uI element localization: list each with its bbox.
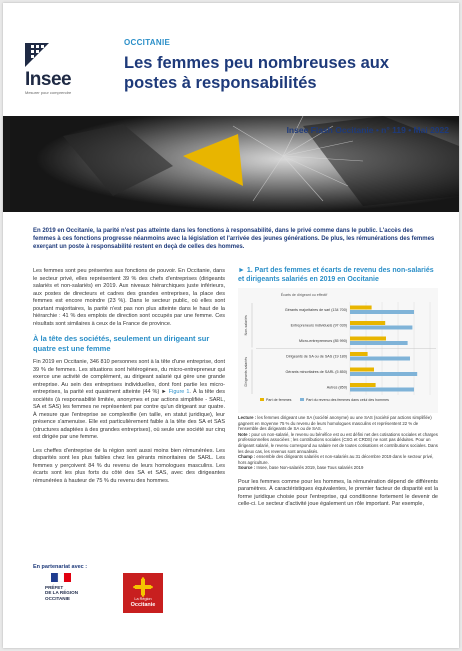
category-label: Dirigeants de SA ou de SAS (19 180)	[286, 354, 347, 359]
figure-chart	[238, 288, 438, 413]
publication-reference: Insee Flash Occitanie • n° 119 • Mai 2022	[286, 125, 449, 135]
legend-label: Part du revenu des femmes dans celui des hommes	[306, 398, 389, 402]
note-label: Source :	[238, 465, 256, 471]
note-text: ensemble des dirigeants salariés et non-salariés au 31 décembre 2019 dans le secteur privé, hors agriculture.	[238, 454, 434, 465]
chart-background	[238, 288, 438, 413]
axis-title: Écarts de dirigeant ou effectif	[280, 293, 328, 297]
category-label: Gérants minoritaires de SARL (5 850)	[285, 370, 347, 375]
note-text: Insee, base Non-salariés 2019, base Tous salariés 2019	[256, 465, 364, 471]
note-label: Note :	[238, 431, 251, 437]
legend-label: Part de femmes	[266, 398, 292, 402]
body-paragraph: Les cheffes d'entreprise de la région sont aussi moins bien rémunérées. Les disparités sont les plus faibles chez les gérants minoritaires de SARL. Les femmes y perçoivent 84 % du revenu de leurs homologues masculins. Les écarts sont les plus forts du côté des SA et SAS, avec des dirigeantes rémunérées à hauteur de 75 % du revenu des hommes.	[33, 447, 225, 484]
group-label: Non-salariés	[244, 315, 248, 336]
bar-women-share	[350, 383, 376, 387]
logo-wordmark: Insee	[25, 69, 72, 90]
bar-income-ratio	[350, 357, 410, 361]
bar-women-share	[350, 337, 386, 341]
legend-swatch	[300, 398, 304, 401]
bar-income-ratio	[350, 341, 408, 345]
category-label: Micro-entrepreneurs (85 990)	[299, 339, 347, 344]
category-label: Autres (850)	[326, 385, 347, 390]
region-logo-name: Occitanie	[130, 602, 156, 608]
bar-women-share	[350, 352, 368, 356]
document-page	[3, 3, 459, 648]
section-heading: À la tête des sociétés, seulement un dirigeant sur quatre est une femme	[33, 334, 210, 353]
body-paragraph: Pour les femmes comme pour les hommes, la rémunération dépend de différents paramètres. À caractéristiques équivalentes, le premier facteur de disparité est la forme juridique choisie pour l'entreprise, qui conditionne fortement le devenir de celle-ci. Le secteur d'activité joue également un rôle important. Par exemple,	[238, 478, 438, 508]
bar-income-ratio	[350, 326, 412, 330]
bar-women-share	[350, 368, 374, 372]
note-label: Champ :	[238, 454, 256, 460]
figure-title: ► 1. Part des femmes et écarts de revenu des non-salariés et dirigeants salariés en 2019 en Occitanie	[238, 267, 434, 283]
right-column	[238, 266, 438, 509]
category-label: Entrepreneurs individuels (97 030)	[290, 323, 347, 328]
prefet-logo	[45, 573, 105, 623]
body-paragraph	[33, 359, 225, 442]
category-label: Gérants majoritaires de sarl (134 700)	[284, 308, 347, 313]
lead-paragraph: En 2019 en Occitanie, la parité n'est pas atteinte dans les fonctions à responsabilité, dans le privé comme dans le public. L'accès des femmes à ces fonctions progresse néanmoins avec la législation et l'arrivée des jeunes générations. De plus, les rémunérations des femmes exerçant un poste à responsabilité restent en deçà de celles des hommes.	[33, 228, 435, 251]
region-label: OCCITANIE	[124, 38, 171, 47]
figure-link[interactable]: Figure 1	[168, 389, 190, 395]
legend-swatch	[260, 398, 264, 401]
note-label: Lecture :	[238, 415, 257, 420]
page-title: Les femmes peu nombreuses aux postes à responsabilités	[124, 54, 390, 92]
partners-label: En partenariat avec :	[33, 564, 88, 570]
marianne-flag-icon	[51, 573, 71, 582]
figure-notes	[238, 415, 438, 471]
region-occitanie-logo	[123, 573, 163, 613]
bar-income-ratio	[350, 372, 417, 376]
group-label: Dirigeants salariés	[244, 356, 248, 387]
prefet-text: PRÉFET DE LA RÉGION OCCITANIE	[45, 585, 79, 601]
bar-income-ratio	[350, 388, 414, 392]
logo-tagline: Mesurer pour comprendre	[25, 90, 72, 95]
body-text: Fin 2019 en Occitanie, 346 810 personnes sont à la tête d'une entreprise, dont 39 % de femmes. Les situations sont hétérogènes, du micro-entrepreneur qui exerce une activité de complément, au dirigeant salarié qui gère une grande entreprise. Au sein des entreprises individuelles, dont font partie les micro-entreprises, la parité est quasiment atteinte (44 %) ►	[33, 359, 225, 395]
intro-paragraph: Les femmes sont peu présentes aux fonctions de pouvoir. En Occitanie, dans le secteur privé, elles représentent 39 % des chefs d'entreprises (dirigeants salariés et non-salariés) en 2019. Aux niveaux hiérarchiques juste inférieurs, aux postes de directeurs et cadres des grandes entreprises, la place des femmes est encore moindre (23 %). Dans le secteur public, où elles sont pourtant majoritaires, la parité n'est pas non plus atteinte dans le haut de la hiérarchie : 41 % des emplois de direction sont occupés par une femme. Ces résultats sont similaires à ceux de la France de province.	[33, 268, 225, 327]
body-text: . À la tête des sociétés (à responsabilité limitée, anonymes et par actions simplifiée - SARL, SA et SAS) les femmes ne représentent par contre qu'un dirigeant sur quatre. À mesure que l'entreprise se complexifie (en taille, en statut juridique), leur présence s'amenuise. Elle est particulièrement faible à la tête des SA et SAS (structures adaptées à des grandes entreprises), où seule une société sur cinq est dirigée par une femme.	[33, 389, 225, 440]
bar-women-share	[350, 306, 372, 310]
bar-women-share	[350, 321, 385, 325]
bar-income-ratio	[350, 310, 414, 314]
note-text: les femmes dirigeant une SA (société anonyme) ou une SAS (société par actions simplifiée) gagnent en moyenne 75 % du revenu de leurs homologues masculins et représentent 22 % de l'ensemble des dirigeants de SA ou de SAS.	[238, 415, 432, 432]
region-logo-top: La Région	[134, 597, 152, 601]
occitan-cross-icon	[133, 577, 153, 597]
left-column	[33, 268, 225, 491]
note-text: pour un non-salarié, le revenu ou bénéfice est ou est défini net des cotisations sociales et charges professionnelles associées ; les contributions sociales (CSG et CRDS) ne sont pas déduites. Pour un dirigeant salarié, le revenu correspond au salaire net de toutes cotisations et contributions sociales. Dans les deux cas, les revenus sont annualisés.	[238, 431, 438, 454]
